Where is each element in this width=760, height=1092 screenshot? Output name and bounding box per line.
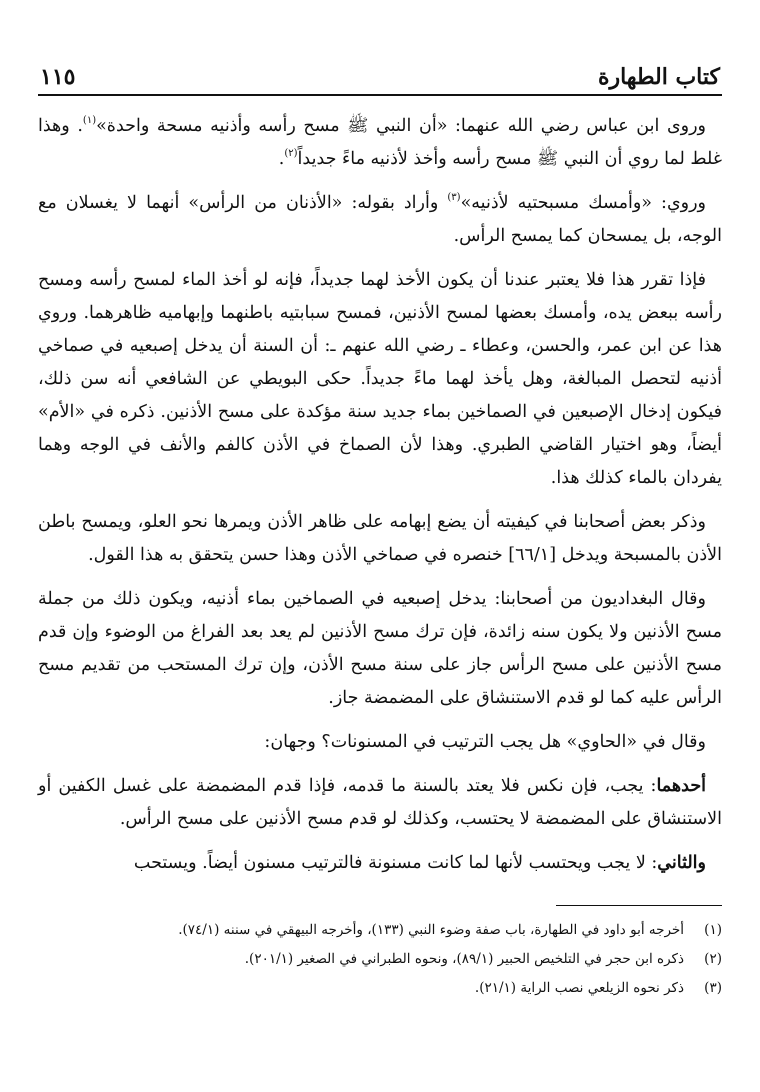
paragraph-text: وقال البغداديون من أصحابنا: يدخل إصبعيه في الصماخين بماء أذنيه، ويكون ذلك من جملة مسح الأذنين ولا يكون سنه زائدة، فإن ترك مسح الأذنين لم يعد بعد الفراغ من الوضوء وإن قدم مسح الأذنين على مسح الرأس جاز على سنة مسح الأذن، وإن ترك المستحب من تقديم مسح الرأس عليه كما لو قدم الاستنشاق على المضمضة جاز. — [38, 589, 722, 708]
paragraph — [38, 187, 722, 253]
book-page — [38, 52, 722, 1003]
footnote-separator-wrap — [38, 891, 722, 916]
paragraph-text: . — [278, 149, 285, 169]
footnote-marker: (٢) — [284, 148, 298, 159]
footnote-text: ذكره ابن حجر في التلخيص الحبير (٨٩/١)، ونحوه الطبراني في الصغير (٢٠١/١). — [244, 951, 684, 967]
footnote-number: (١) — [704, 922, 722, 938]
paragraph — [38, 726, 722, 759]
footnote-marker: (١) — [82, 115, 97, 126]
footnote-number: (٢) — [704, 951, 722, 967]
paragraph — [38, 770, 722, 836]
header-rule — [38, 94, 722, 96]
paragraph — [38, 583, 722, 715]
paragraph — [38, 847, 722, 880]
paragraph-text: وروي: «وأمسك مسبحتيه لأذنيه» — [460, 193, 706, 213]
paragraph-text: . وهذا غلط لما روي أن النبي ﷺ مسح رأسه وأخذ لأذنيه ماءً جديداً — [38, 116, 722, 169]
footnote — [38, 945, 722, 974]
paragraph-lead: أحدهما — [656, 776, 706, 796]
running-header — [38, 52, 722, 94]
footnote-text: أخرجه أبو داود في الطهارة، باب صفة وضوء النبي (١٣٣)، وأخرجه البيهقي في سننه (٧٤/١). — [178, 922, 684, 938]
footnote-marker: (٣) — [447, 192, 461, 203]
footnote — [38, 916, 722, 945]
paragraph-text: وأراد بقوله: «الأذنان من الرأس» أنهما لا يغسلان مع الوجه، بل يمسحان كما يمسح الرأس. — [38, 193, 722, 246]
chapter-title: كتاب الطهارة — [597, 64, 720, 90]
footnote — [38, 974, 722, 1003]
paragraph-text: وروى ابن عباس رضي الله عنهما: «أن النبي ﷺ مسح رأسه وأذنيه مسحة واحدة» — [96, 116, 706, 136]
paragraph — [38, 506, 722, 572]
page-number: ١١٥ — [40, 64, 76, 90]
footnote-number: (٣) — [704, 980, 722, 996]
paragraph-text: : لا يجب ويحتسب لأنها لما كانت مسنونة فالترتيب مسنون أيضاً. ويستحب — [133, 853, 658, 873]
footnote-separator — [556, 905, 722, 906]
paragraph — [38, 264, 722, 495]
footnote-text: ذكر نحوه الزيلعي نصب الراية (٢١/١). — [474, 980, 684, 996]
body-text — [38, 110, 722, 880]
paragraph-lead: والثاني — [657, 853, 706, 873]
footnotes — [38, 916, 722, 1003]
paragraph-text: وقال في «الحاوي» هل يجب الترتيب في المسنونات؟ وجهان: — [264, 732, 706, 752]
paragraph-text: فإذا تقرر هذا فلا يعتبر عندنا أن يكون الأخذ لهما جديداً، فإنه لو أخذ الماء لمسح رأسه ومسح رأسه ببعض يده، وأمسك بعضها لمسح الأذنين، فمسح سبابتيه باطنهما وإبهاميه ظاهرهما. وروي هذا عن ابن عمر، والحسن، وعطاء ـ رضي الله عنهم ـ: أن السنة أن يدخل إصبعيه في صماخي أذنيه لتحصل المبالغة، وهل يأخذ لهما ماءً جديداً. حكى البويطي عن الشافعي أنه سن ذلك، فيكون إدخال الإصبعين في الصماخين بماء جديد سنة مؤكدة على مسح الأذنين. ذكره في «الأم» أيضاً، وهو اختيار القاضي الطبري. وهذا لأن الصماخ في الأذن كالفم والأنف في الوجه وهما يفردان بالماء كذلك هذا. — [38, 270, 722, 488]
paragraph-text: : يجب، فإن نكس فلا يعتد بالسنة ما قدمه، فإذا قدم المضمضة على غسل الكفين أو الاستنشاق على المضمضة لا يحتسب، وكذلك لو قدم مسح الأذنين على مسح الرأس. — [38, 776, 722, 829]
paragraph-text: وذكر بعض أصحابنا في كيفيته أن يضع إبهامه على ظاهر الأذن ويمرها نحو العلو، ويمسح باطن الأذن بالمسبحة ويدخل [٦٦/١] خنصره في صماخي الأذن وهذا حسن يتحقق به هذا القول. — [38, 512, 722, 565]
paragraph — [38, 110, 722, 176]
